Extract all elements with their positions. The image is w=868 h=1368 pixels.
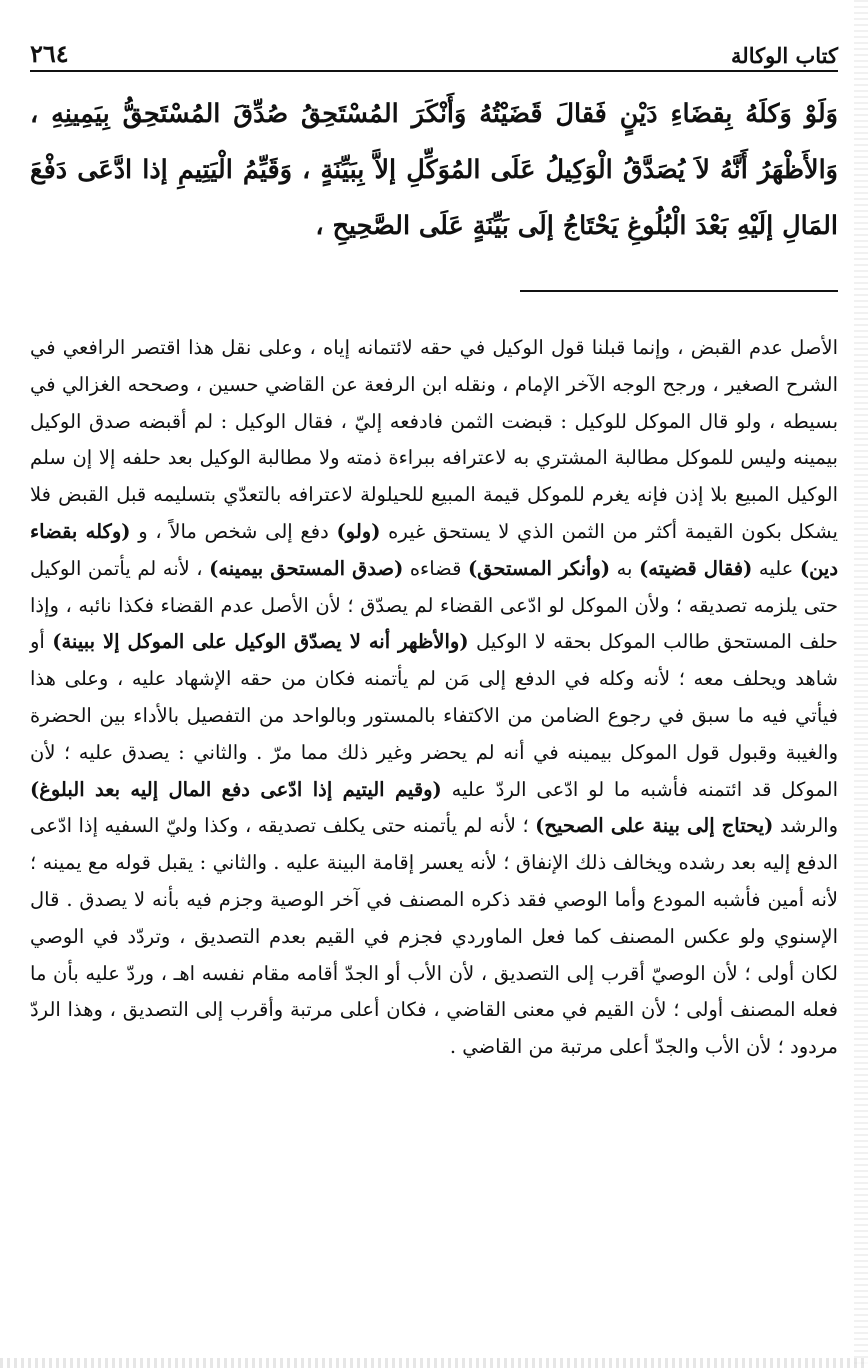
matn-quote: (وقيم اليتيم إذا ادّعى دفع المال إليه بعد البلوغ) <box>30 777 442 801</box>
running-header <box>30 28 838 72</box>
page-number: ٢٦٤ <box>30 39 69 68</box>
footnote-separator <box>520 290 838 292</box>
matn-quote: (ولو) <box>336 519 381 543</box>
sharh-segment: أو شاهد ويحلف معه ؛ لأنه وكله في الدفع إلى مَن لم يأتمنه فكان من حقه الإشهاد عليه ، وعلى هذا فيأتي فيه ما سبق في رجوع الضامن من الاكتفاء بالمستور وبالواحد من التفصيل بالأداء بين الحضرة والغيبة وقبول قول الموكل بيمينه في أنه لم يحضر وغير ذلك مما مرّ . والثاني : يصدق عليه ؛ لأن الموكل قد ائتمنه فأشبه ما لو ادّعى الردّ عليه <box>30 630 839 801</box>
sharh-segment: عليه <box>758 556 794 580</box>
matn-quote: (وأنكر المستحق) <box>467 556 611 580</box>
matn-quote: (وكله بقضاء دين) <box>30 519 839 580</box>
matn-quote: (صدق المستحق بيمينه) <box>209 556 404 580</box>
sharh-commentary <box>30 330 838 1066</box>
matn-quote: (فقال قضيته) <box>639 556 753 580</box>
book-page <box>30 0 838 1368</box>
sharh-segment: ؛ لأنه لم يأتمنه حتى يكلف تصديقه ، وكذا وليّ السفيه إذا ادّعى الدفع إليه بعد رشده ويخالف ذلك الإنفاق ؛ لأنه يعسر إقامة البينة عليه . والثاني : يقبل قوله مع يمينه ؛ لأنه أمين فأشبه المودع وأما الوصي فقد ذكره المصنف في آخر الوصية وجزم فيه بأنه لا يصدق . قال الإسنوي ولو عكس المصنف كما فعل الماوردي فجزم في القيم بعدم التصديق ، وتردّد في الوصي لكان أولى ؛ لأن الوصيّ أقرب إلى التصديق ، لأن الأب أو الجدّ أقامه مقام نفسه اهـ ، وردّ عليه بأن ما فعله المصنف أولى ؛ لأن القيم في معنى القاضي ، فكان أعلى مرتبة وأقرب إلى التصديق ، وهذا الردّ مردود ؛ لأن الأب والجدّ أعلى مرتبة من القاضي . <box>30 814 838 1059</box>
sharh-segment: قضاءه <box>409 556 462 580</box>
sharh-segment: به <box>616 556 633 580</box>
matn-quote: (والأظهر أنه لا يصدّق الوكيل على الموكل إلا ببينة) <box>52 630 469 654</box>
sharh-segment: الأصل عدم القبض ، وإنما قبلنا قول الوكيل في حقه لائتمانه إياه ، وعلى نقل هذا اقتصر الرافعي في الشرح الصغير ، ورجح الوجه الآخر الإمام ، ونقله ابن الرفعة عن القاضي حسين ، وصححه الغزالي في بسيطه ، ولو قال الموكل للوكيل : قبضت الثمن فادفعه إليّ ، فقال الوكيل : لم أقبضه صدق الوكيل بيمينه وليس للموكل مطالبة المشتري به لاعترافه ببراءة ذمته ولا مطالبة الوكيل بعد حلفه إلا إن سلم الوكيل المبيع بلا إذن فإنه يغرم للموكل قيمة المبيع للحيلولة لاعترافه بالتعدّي بتسليمه قبل القبض فلا يشكل بكون القيمة أكثر من الثمن الذي لا يستحق غيره <box>30 336 838 543</box>
matn-quote: (يحتاج إلى بينة على الصحيح) <box>535 814 774 838</box>
book-title: كتاب الوكالة <box>731 43 838 68</box>
matn-text: وَلَوْ وَكلَهُ بِقضَاءِ دَيْنٍ فَقالَ قَضَيْتُهُ وَأَنْكَرَ المُسْتَحِقُ صُدِّقَ المُسْتَحِقُّ بِيَمِينِهِ ، وَالأَظْهَرُ أَنَّهُ لاَ يُصَدَّقُ الْوَكِيلُ عَلَى المُوَكِّلِ إلاَّ بِبَيِّنَةٍ ، وَقَيِّمُ الْيَتِيمِ إذا ادَّعَى دَفْعَ المَالِ إلَيْهِ بَعْدَ الْبُلُوغِ يَحْتَاجُ إلَى بَيِّنَةٍ عَلَى الصَّحِيحِ ، <box>30 99 838 241</box>
sharh-segment: ، لأنه لم يأتمن الوكيل حتى يلزمه تصديقه ؛ ولأن الموكل لو ادّعى القضاء لم يصدّق ؛ لأن الأصل عدم القضاء فكذا نائبه ، وإذا حلف المستحق طالب الموكل بحقه لا الوكيل <box>30 556 838 654</box>
sharh-segment: والرشد <box>779 814 839 838</box>
sharh-segment: دفع إلى شخص مالاً ، و <box>138 519 329 543</box>
scan-bottom-border <box>0 1358 868 1368</box>
scan-edge-noise <box>854 0 868 1368</box>
